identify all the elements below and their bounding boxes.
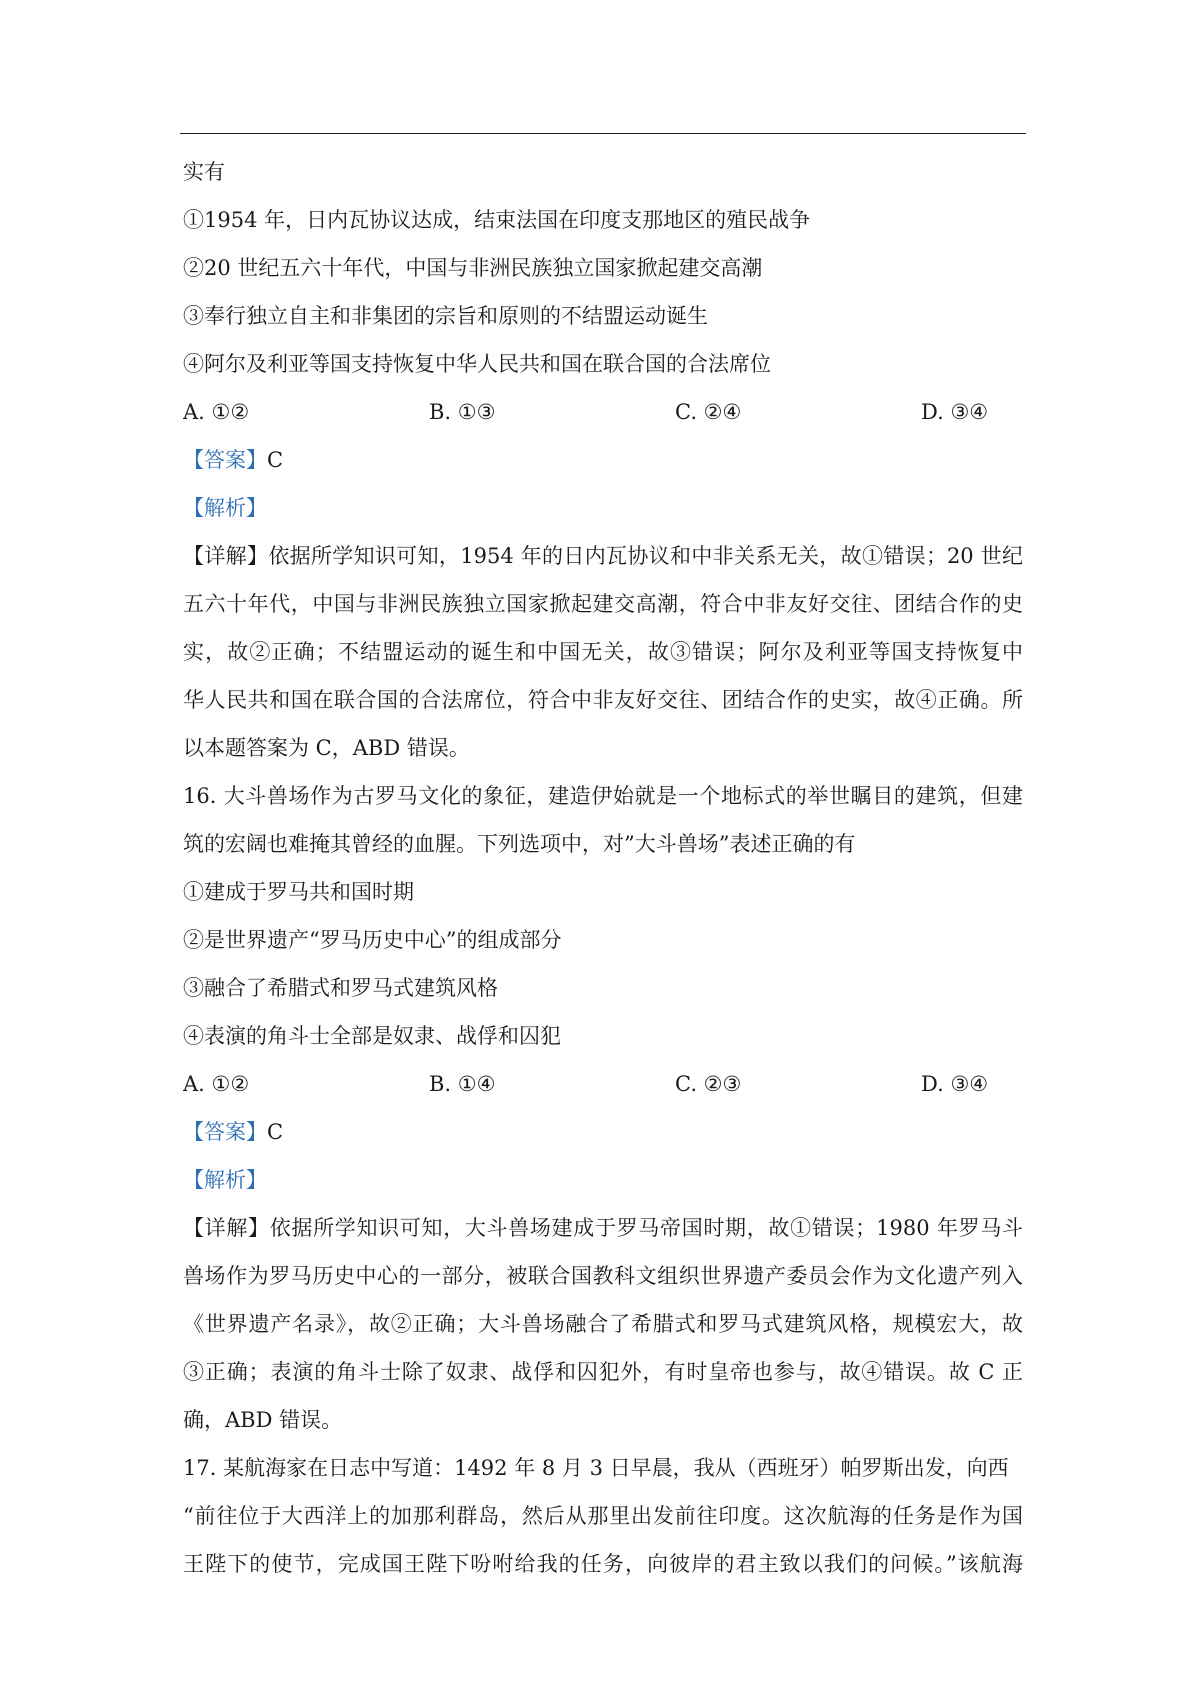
q15-detail-line-5: 以本题答案为 C，ABD 错误。 [183,736,470,760]
q17-stem-line-1: 17. 某航海家在日志中写道：1492 年 8 月 3 日早晨，我从（西班牙）帕罗斯出发，向西 [183,1456,1009,1480]
q15-detail-line-1 [183,539,1023,587]
q16-stem-line-2: 筑的宏阔也难掩其曾经的血腥。下列选项中，对”大斗兽场”表述正确的有 [183,832,856,856]
q15-answer [183,443,1023,491]
q16-detail-line-5: 确，ABD 错误。 [183,1408,343,1432]
q16-analysis-tag: 【解析】 [183,1168,267,1192]
q15-detail-line-2: 五六十年代，中国与非洲民族独立国家掀起建交高潮，符合中非友好交往、团结合作的史 [183,592,1023,616]
q15-stem-end: 实有 [183,160,225,184]
q15-item-1: ①1954 年，日内瓦协议达成，结束法国在印度支那地区的殖民战争 [183,208,811,232]
q16-item-1: ①建成于罗马共和国时期 [183,880,414,904]
q16-option-d: D. ③④ [921,1072,989,1096]
q17-stem-line-2: “前往位于大西洋上的加那利群岛，然后从那里出发前往印度。这次航海的任务是作为国 [183,1504,1023,1528]
q15-option-b: B. ①③ [429,400,496,424]
q15-option-a: A. ①② [183,400,250,424]
q16-option-a: A. ①② [183,1072,250,1096]
q15-detail-tag: 【详解】 [183,544,269,568]
q16-option-b: B. ①④ [429,1072,496,1096]
q15-item-4: ④阿尔及利亚等国支持恢复中华人民共和国在联合国的合法席位 [183,352,771,376]
q15-option-d: D. ③④ [921,400,989,424]
q16-option-c: C. ②③ [675,1072,742,1096]
q15-option-c: C. ②④ [675,400,742,424]
q15-detail-line-3: 实，故②正确；不结盟运动的诞生和中国无关，故③错误；阿尔及利亚等国支持恢复中 [183,640,1023,664]
q16-detail-tag: 【详解】 [183,1216,270,1240]
q16-item-3: ③融合了希腊式和罗马式建筑风格 [183,976,498,1000]
q16-item-4: ④表演的角斗士全部是奴隶、战俘和囚犯 [183,1024,561,1048]
q16-detail-line-4: ③正确；表演的角斗士除了奴隶、战俘和囚犯外，有时皇帝也参与，故④错误。故 C 正 [183,1360,1023,1384]
q16-detail-line-1 [183,1211,1023,1259]
q16-detail-line-3: 《世界遗产名录》，故②正确；大斗兽场融合了希腊式和罗马式建筑风格，规模宏大，故 [183,1312,1023,1336]
q15-answer-value: C [267,448,284,472]
q15-options [183,395,1023,443]
header-rule [180,133,1026,134]
q16-detail-text-1: 依据所学知识可知，大斗兽场建成于罗马帝国时期，故①错误；1980 年罗马斗 [269,1216,1023,1240]
q16-options [183,1067,1023,1115]
q15-detail-text-1: 依据所学知识可知，1954 年的日内瓦协议和中非关系无关，故①错误；20 世纪 [268,544,1023,568]
q17-stem-line-3: 王陛下的使节，完成国王陛下吩咐给我的任务，向彼岸的君主致以我们的问候。”该航海 [183,1552,1023,1576]
q16-answer [183,1115,1023,1163]
q16-stem-line-1: 16. 大斗兽场作为古罗马文化的象征，建造伊始就是一个地标式的举世瞩目的建筑，但建 [183,784,1023,808]
q15-detail-line-4: 华人民共和国在联合国的合法席位，符合中非友好交往、团结合作的史实，故④正确。所 [183,688,1023,712]
q15-item-2: ②20 世纪五六十年代，中国与非洲民族独立国家掀起建交高潮 [183,256,763,280]
document-body [183,155,1023,1595]
q16-item-2: ②是世界遗产“罗马历史中心”的组成部分 [183,928,562,952]
q15-answer-tag: 【答案】 [183,448,267,472]
q15-analysis-tag: 【解析】 [183,496,267,520]
q16-detail-line-2: 兽场作为罗马历史中心的一部分，被联合国教科文组织世界遗产委员会作为文化遗产列入 [183,1264,1023,1288]
q16-answer-tag: 【答案】 [183,1120,267,1144]
q15-item-3: ③奉行独立自主和非集团的宗旨和原则的不结盟运动诞生 [183,304,708,328]
q16-answer-value: C [267,1120,284,1144]
